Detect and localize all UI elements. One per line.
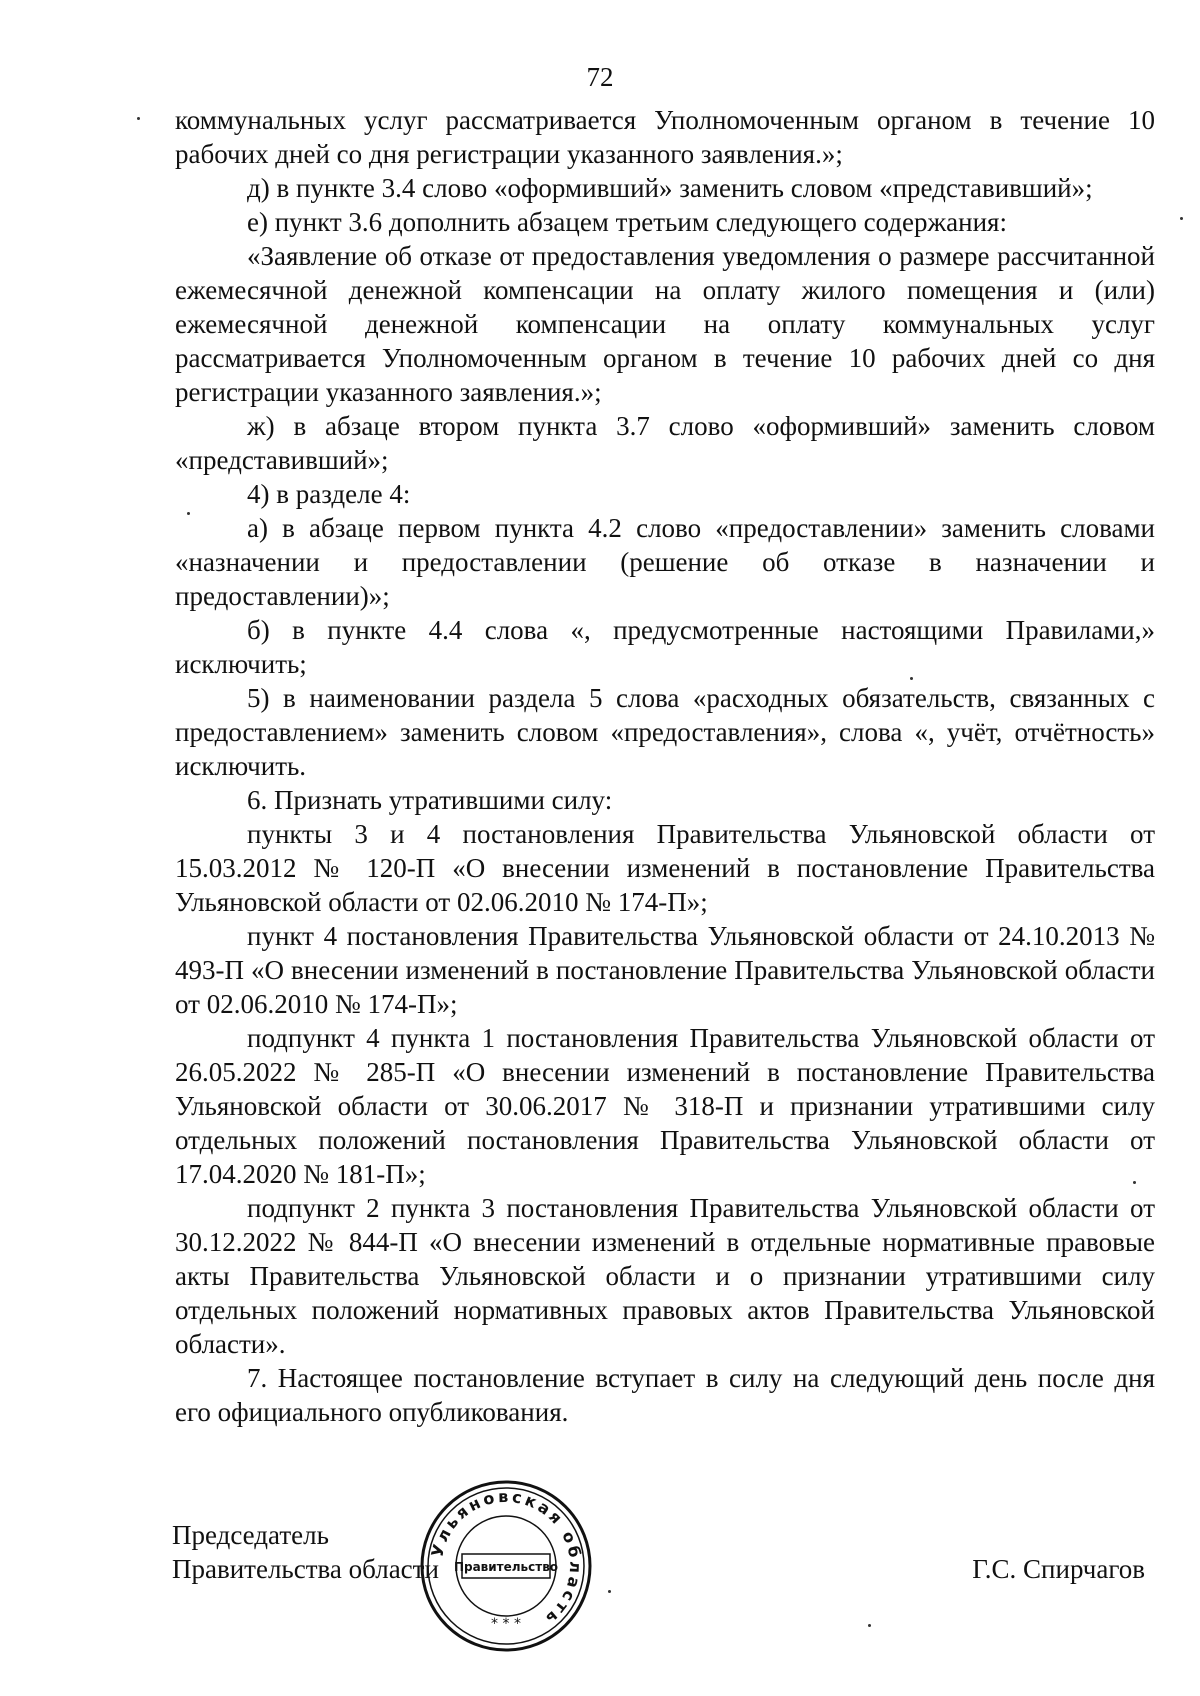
- seal-graphic: [418, 1478, 594, 1654]
- paragraph-repeal-1: пункты 3 и 4 постановления Правительства Ульяновской области от 15.03.2012 № 120-П «О внесении изменений в постановление Правительства Ульяновской области от 02.06.2010 № 174-П»;: [175, 819, 1155, 917]
- page-number: 72: [586, 62, 614, 92]
- paragraph-item-7: 7. Настоящее постановление вступает в силу на следующий день после дня его официального опубликования.: [175, 1363, 1155, 1427]
- signature-title-line1: Председатель: [172, 1520, 329, 1550]
- scan-speck: [1133, 1181, 1136, 1184]
- seal-center-text: Правительство: [453, 1560, 559, 1574]
- scan-speck: [187, 512, 190, 515]
- seal-ring-text: Ульяновская область: [427, 1486, 586, 1631]
- paragraph-item-6: 6. Признать утратившими силу:: [247, 785, 613, 815]
- signature-title-line2: Правительства области: [172, 1554, 439, 1584]
- official-seal: [418, 1478, 594, 1654]
- paragraph-section-5: 5) в наименовании раздела 5 слова «расходных обязательств, связанных с предоставлением» заменить словом «предоставления», слова «, учёт, отчётность» исключить.: [175, 683, 1155, 781]
- paragraph-zh: ж) в абзаце втором пункта 3.7 слово «оформивший» заменить словом «представивший»;: [175, 411, 1155, 475]
- paragraph-repeal-3: подпункт 4 пункта 1 постановления Правительства Ульяновской области от 26.05.2022 № 285-П «О внесении изменений в постановление Правительства Ульяновской области от 30.06.2017 № 318-П и признании утратившими силу отдельных положений постановления Правительства Ульяновской области от 17.04.2020 № 181-П»;: [175, 1023, 1155, 1189]
- document-body: [175, 103, 1155, 1429]
- seal-stars: * * *: [491, 1616, 521, 1632]
- paragraph-section-4: 4) в разделе 4:: [247, 479, 411, 509]
- paragraph-repeal-4: подпункт 2 пункта 3 постановления Правительства Ульяновской области от 30.12.2022 № 844-П «О внесении изменений в отдельные нормативные правовые акты Правительства Ульяновской области и о признании утратившими силу отдельных положений нормативных правовых актов Правительства Ульяновской области».: [175, 1193, 1155, 1359]
- paragraph-d: д) в пункте 3.4 слово «оформивший» заменить словом «представивший»;: [247, 173, 1093, 203]
- scan-speck: [137, 117, 140, 120]
- scan-speck: [910, 677, 913, 680]
- scan-speck: [608, 1590, 611, 1593]
- paragraph-e: е) пункт 3.6 дополнить абзацем третьим следующего содержания:: [247, 207, 1007, 237]
- scan-speck: [1180, 217, 1183, 220]
- paragraph-quote: «Заявление об отказе от предоставления уведомления о размере рассчитанной ежемесячной денежной компенсации на оплату жилого помещения и (или) ежемесячной денежной компенсации на оплату коммунальных услуг рассматривается Уполномоченным органом в течение 10 рабочих дней со дня регистрации указанного заявления.»;: [175, 241, 1155, 407]
- signer-name: Г.С. Спирчагов: [972, 1554, 1145, 1584]
- paragraph-repeal-2: пункт 4 постановления Правительства Ульяновской области от 24.10.2013 № 493-П «О внесении изменений в постановление Правительства Ульяновской области от 02.06.2010 № 174-П»;: [175, 921, 1155, 1019]
- scan-speck: [868, 1624, 871, 1627]
- paragraph-continuation: коммунальных услуг рассматривается Уполномоченным органом в течение 10 рабочих дней со дня регистрации указанного заявления.»;: [175, 105, 1155, 169]
- paragraph-a: а) в абзаце первом пункта 4.2 слово «предоставлении» заменить словами «назначении и предоставлении (решение об отказе в назначении и предоставлении)»;: [175, 513, 1155, 611]
- paragraph-b: б) в пункте 4.4 слова «, предусмотренные настоящими Правилами,» исключить;: [175, 615, 1155, 679]
- signature-title: [172, 1518, 439, 1586]
